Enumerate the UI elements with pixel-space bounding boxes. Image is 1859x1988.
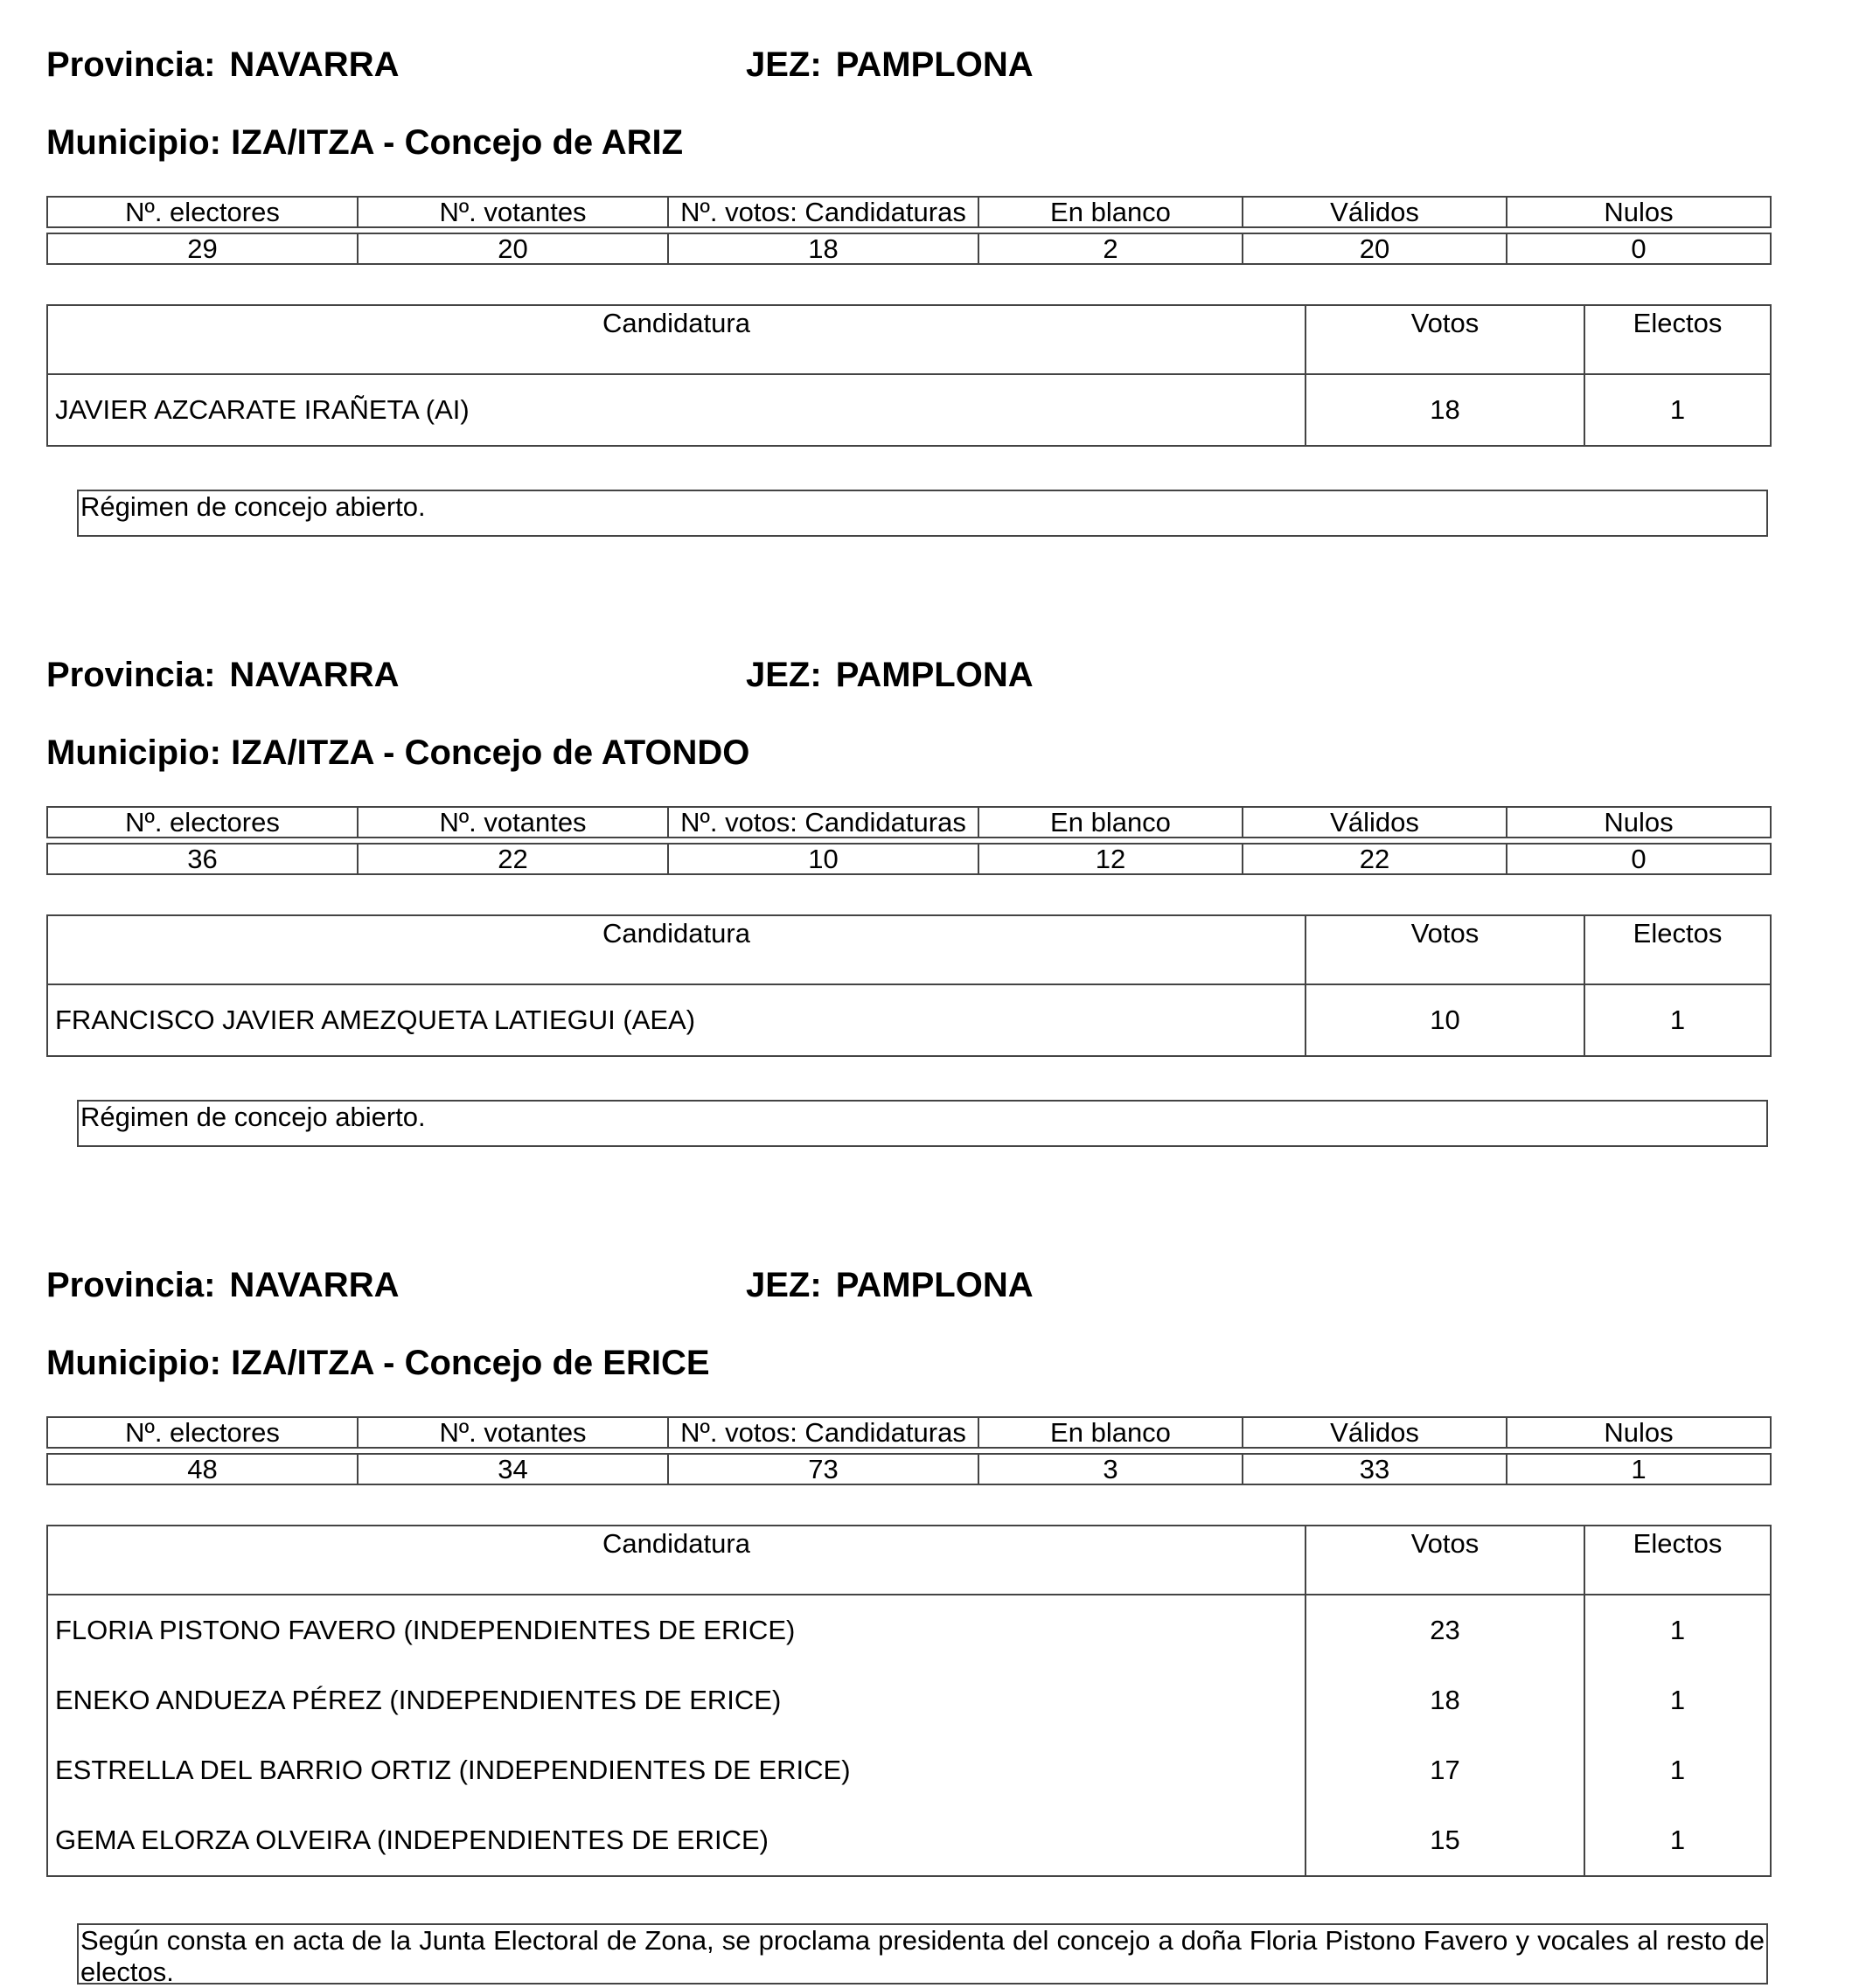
provincia-line [46, 45, 399, 85]
candidatura-header: Candidatura [47, 1526, 1305, 1595]
candidate-electos: 1 [1584, 374, 1771, 446]
municipio-line [46, 1344, 710, 1383]
municipio-line [46, 123, 683, 163]
votos-header: Votos [1305, 915, 1584, 984]
provincia-line [46, 656, 399, 695]
candidate-electos: 1 [1584, 1595, 1771, 1665]
candidates-table [46, 914, 1772, 1057]
candidate-electos: 1 [1584, 1735, 1771, 1805]
candidates-header-row [47, 915, 1771, 984]
candidates-table [46, 304, 1772, 447]
stats-header-votantes: Nº. votantes [358, 197, 668, 227]
stats-table [46, 196, 1772, 265]
candidate-votos: 18 [1305, 1665, 1584, 1735]
candidate-row [47, 374, 1771, 446]
candidate-electos: 1 [1584, 984, 1771, 1056]
candidate-row [47, 1665, 1771, 1735]
candidate-votos: 10 [1305, 984, 1584, 1056]
votos-header: Votos [1305, 1526, 1584, 1595]
jez-value: PAMPLONA [835, 45, 1034, 84]
stats-value-electores: 29 [47, 233, 358, 264]
stats-header-nulos: Nulos [1507, 1417, 1771, 1448]
jez-label: JEZ: [746, 45, 822, 84]
candidates-header-row [47, 305, 1771, 374]
stats-header-nulos: Nulos [1507, 807, 1771, 838]
provincia-value: NAVARRA [229, 45, 400, 84]
stats-header-electores: Nº. electores [47, 197, 358, 227]
candidate-name: GEMA ELORZA OLVEIRA (INDEPENDIENTES DE ERICE) [55, 1825, 769, 1855]
stats-header-en-blanco: En blanco [978, 1417, 1243, 1448]
stats-header-votos-candidaturas: Nº. votos: Candidaturas [668, 807, 978, 838]
stats-header-en-blanco: En blanco [978, 807, 1243, 838]
candidates-table [46, 1525, 1772, 1877]
electos-header: Electos [1584, 305, 1771, 374]
jez-line [746, 1266, 1034, 1305]
electos-header: Electos [1584, 915, 1771, 984]
stats-value-nulos: 0 [1507, 844, 1771, 874]
candidate-name: JAVIER AZCARATE IRAÑETA (AI) [55, 394, 470, 425]
jez-label: JEZ: [746, 1266, 822, 1304]
stats-value-en-blanco: 3 [978, 1454, 1243, 1484]
stats-table [46, 806, 1772, 875]
stats-header-row [47, 1417, 1771, 1448]
candidate-name: ENEKO ANDUEZA PÉREZ (INDEPENDIENTES DE ERICE) [55, 1685, 782, 1715]
stats-header-row [47, 197, 1771, 227]
stats-header-votantes: Nº. votantes [358, 1417, 668, 1448]
stats-value-votos-candidaturas: 10 [668, 844, 978, 874]
stats-header-votos-candidaturas: Nº. votos: Candidaturas [668, 1417, 978, 1448]
proclamation-note: Según consta en acta de la Junta Electoral de Zona, se proclama presidenta del concejo a doña Floria Pistono Favero y vocales al resto de electos. [77, 1923, 1768, 1985]
provincia-label: Provincia: [46, 656, 216, 694]
candidate-electos: 1 [1584, 1665, 1771, 1735]
municipio-value: IZA/ITZA - Concejo de ERICE [231, 1344, 710, 1382]
stats-value-votantes: 20 [358, 233, 668, 264]
stats-value-votos-candidaturas: 18 [668, 233, 978, 264]
candidate-votos: 23 [1305, 1595, 1584, 1665]
candidatura-header: Candidatura [47, 305, 1305, 374]
candidate-votos: 15 [1305, 1805, 1584, 1876]
jez-label: JEZ: [746, 656, 822, 694]
candidatura-header: Candidatura [47, 915, 1305, 984]
stats-value-votantes: 22 [358, 844, 668, 874]
stats-header-validos: Válidos [1243, 197, 1507, 227]
municipio-value: IZA/ITZA - Concejo de ATONDO [231, 733, 750, 772]
provincia-label: Provincia: [46, 45, 216, 84]
jez-line [746, 45, 1034, 85]
stats-value-nulos: 0 [1507, 233, 1771, 264]
electos-header: Electos [1584, 1526, 1771, 1595]
stats-header-validos: Válidos [1243, 807, 1507, 838]
jez-line [746, 656, 1034, 695]
candidate-name: FLORIA PISTONO FAVERO (INDEPENDIENTES DE ERICE) [55, 1615, 796, 1645]
stats-value-en-blanco: 12 [978, 844, 1243, 874]
stats-value-validos: 33 [1243, 1454, 1507, 1484]
stats-header-votantes: Nº. votantes [358, 807, 668, 838]
stats-header-votos-candidaturas: Nº. votos: Candidaturas [668, 197, 978, 227]
stats-value-validos: 22 [1243, 844, 1507, 874]
candidate-name: ESTRELLA DEL BARRIO ORTIZ (INDEPENDIENTES DE ERICE) [55, 1755, 851, 1785]
municipio-label: Municipio: [46, 733, 221, 772]
stats-value-row [47, 233, 1771, 264]
stats-value-votantes: 34 [358, 1454, 668, 1484]
provincia-line [46, 1266, 399, 1305]
municipio-label: Municipio: [46, 123, 221, 162]
municipio-value: IZA/ITZA - Concejo de ARIZ [231, 123, 684, 162]
provincia-value: NAVARRA [229, 656, 400, 694]
regimen-note: Régimen de concejo abierto. [77, 1100, 1768, 1147]
stats-header-electores: Nº. electores [47, 1417, 358, 1448]
stats-header-validos: Válidos [1243, 1417, 1507, 1448]
candidate-row [47, 984, 1771, 1056]
stats-header-nulos: Nulos [1507, 197, 1771, 227]
stats-value-nulos: 1 [1507, 1454, 1771, 1484]
candidate-electos: 1 [1584, 1805, 1771, 1876]
stats-table [46, 1416, 1772, 1485]
municipio-line [46, 733, 749, 773]
stats-header-electores: Nº. electores [47, 807, 358, 838]
stats-value-votos-candidaturas: 73 [668, 1454, 978, 1484]
candidate-votos: 18 [1305, 374, 1584, 446]
stats-value-row [47, 844, 1771, 874]
stats-value-electores: 36 [47, 844, 358, 874]
candidate-votos: 17 [1305, 1735, 1584, 1805]
candidate-row [47, 1595, 1771, 1665]
jez-value: PAMPLONA [835, 656, 1034, 694]
regimen-note: Régimen de concejo abierto. [77, 490, 1768, 537]
stats-header-en-blanco: En blanco [978, 197, 1243, 227]
candidate-row [47, 1805, 1771, 1876]
municipio-label: Municipio: [46, 1344, 221, 1382]
stats-value-validos: 20 [1243, 233, 1507, 264]
stats-value-row [47, 1454, 1771, 1484]
provincia-value: NAVARRA [229, 1266, 400, 1304]
votos-header: Votos [1305, 305, 1584, 374]
stats-value-electores: 48 [47, 1454, 358, 1484]
stats-value-en-blanco: 2 [978, 233, 1243, 264]
candidate-name: FRANCISCO JAVIER AMEZQUETA LATIEGUI (AEA) [55, 1004, 696, 1035]
jez-value: PAMPLONA [835, 1266, 1034, 1304]
candidate-row [47, 1735, 1771, 1805]
candidates-header-row [47, 1526, 1771, 1595]
stats-header-row [47, 807, 1771, 838]
provincia-label: Provincia: [46, 1266, 216, 1304]
